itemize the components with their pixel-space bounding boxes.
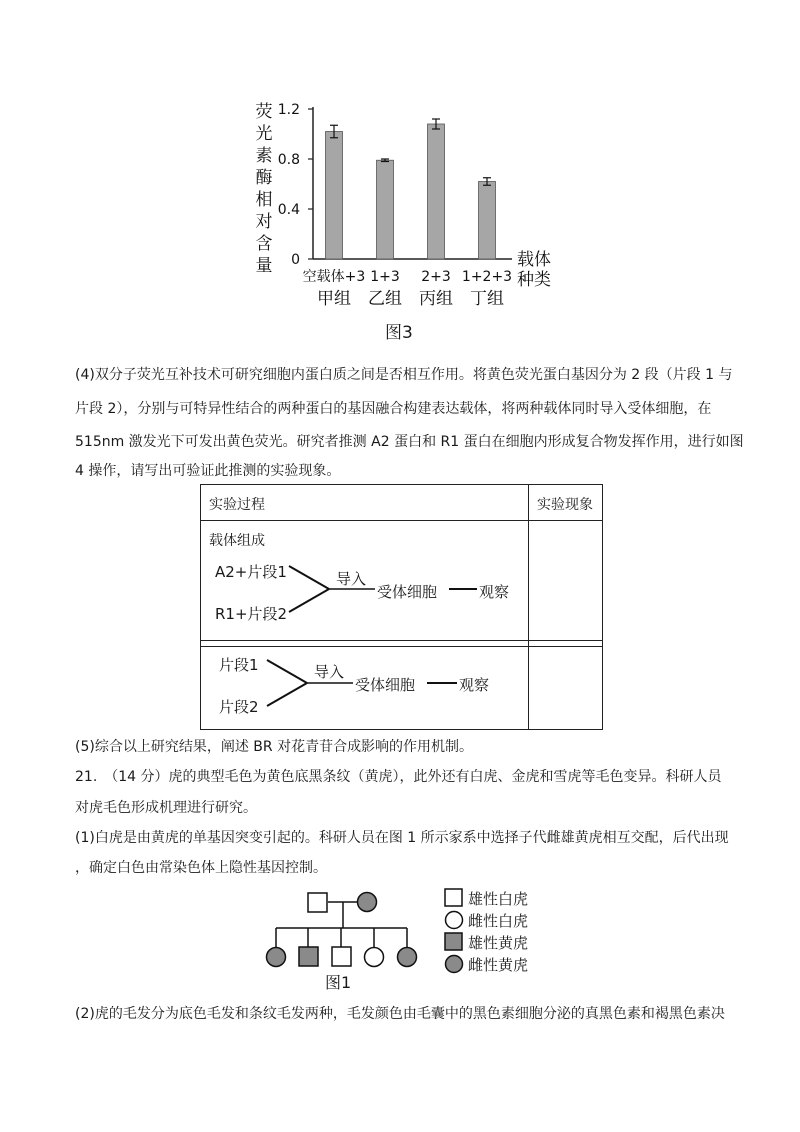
q21-line2: 对虎毛色形成机理进行研究。 (75, 800, 257, 816)
p4-line3: 515nm 激发光下可发出黄色荧光。研究者推测 A2 蛋白和 R1 蛋白在细胞内形成复合物发挥作用，进行如图 (75, 434, 744, 450)
row1-observe-label: 观察 (479, 583, 510, 601)
y-label-char: 光 (255, 124, 273, 144)
legend-female-white: 雌性白虎 (468, 912, 529, 930)
x-category-group: 丁组 (470, 289, 504, 309)
header-result: 实验现象 (537, 497, 593, 513)
x-axis-label-line: 种类 (517, 270, 551, 290)
row1-b-label: R1+片段2 (215, 605, 288, 623)
y-tick-label: 0.8 (277, 152, 300, 168)
legend-female-white-symbol (446, 912, 463, 929)
x-axis-categories (303, 268, 512, 309)
p4-line4: 4 操作，请写出可验证此推测的实验现象。 (75, 463, 341, 479)
x-category-group: 甲组 (317, 289, 351, 309)
row2-b-label: 片段2 (219, 698, 259, 716)
parent-female-yellow (358, 893, 377, 912)
y-label-char: 量 (255, 256, 273, 276)
parent-male-white (308, 893, 327, 912)
row2-observe-label: 观察 (459, 676, 490, 694)
p4-line2: 片段 2），分别与可特异性结合的两种蛋白的基因融合构建表达载体，将两种载体同时导入受体细胞，在 (75, 401, 712, 417)
y-axis-label (256, 102, 273, 276)
q21-1-line1: (1)白虎是由黄虎的单基因突变引起的。科研人员在图 1 所示家系中选择子代雌雄黄虎相互交配，后代出现 (75, 830, 729, 846)
q21-2-line1: (2)虎的毛发分为底色毛发和条纹毛发两种，毛发颜色由毛囊中的黑色素细胞分泌的真黑色素和褐黑色素决 (75, 1006, 725, 1022)
x-axis-label-line: 载体 (517, 250, 551, 270)
x-category-group: 乙组 (368, 289, 402, 309)
y-label-char: 相 (255, 190, 273, 210)
x-category-label: 1+2+3 (461, 269, 513, 285)
experiment-table (200, 484, 603, 730)
child-1-female-yellow (267, 948, 286, 967)
child-5-female-yellow (398, 948, 417, 967)
row2-a-label: 片段1 (219, 656, 259, 674)
row1-import-label: 导入 (336, 570, 367, 588)
y-tick-label: 1.2 (277, 102, 300, 118)
bar (377, 160, 394, 259)
row1-title: 载体组成 (209, 533, 265, 549)
fluorescence-bar-chart (240, 95, 570, 345)
table-row-divider-2a (201, 640, 602, 641)
row1-receptor-label: 受体细胞 (377, 583, 438, 601)
x-category-label: 2+3 (421, 269, 451, 285)
x-category-label: 1+3 (370, 269, 400, 285)
legend-male-yellow: 雄性黄虎 (468, 934, 529, 952)
child-3-male-white (332, 947, 351, 966)
p5-line: (5)综合以上研究结果，阐述 BR 对花青苷合成影响的作用机制。 (75, 739, 474, 755)
legend-male-yellow-symbol (445, 933, 462, 950)
row2-import-label: 导入 (314, 663, 345, 681)
q21-line1: 21. （14 分）虎的典型毛色为黄色底黑条纹（黄虎），此外还有白虎、金虎和雪虎等毛色变异。科研人员 (75, 769, 722, 785)
x-category-label: 空载体+3 (302, 269, 366, 285)
y-label-char: 对 (255, 212, 273, 232)
q21-1-line2: ，确定白色由常染色体上隐性基因控制。 (75, 860, 327, 876)
legend-male-white-symbol (445, 889, 462, 906)
p4-line1: (4)双分子荧光互补技术可研究细胞内蛋白质之间是否相互作用。将黄色荧光蛋白基因分为 2 段（片段 1 与 (75, 367, 733, 383)
y-label-char: 荧 (255, 102, 273, 122)
legend-male-white: 雄性白虎 (468, 890, 529, 908)
y-label-char: 素 (255, 146, 273, 166)
row2-receptor-label: 受体细胞 (355, 676, 416, 694)
child-2-male-yellow (299, 947, 318, 966)
y-tick-label: 0 (291, 252, 300, 268)
legend-female-yellow-symbol (446, 956, 463, 973)
x-axis-label (517, 250, 551, 290)
bar (428, 124, 445, 259)
chart-title: 图3 (385, 323, 413, 343)
bars (326, 119, 496, 259)
x-category-group: 丙组 (419, 289, 453, 309)
y-label-char: 酶 (255, 168, 273, 188)
y-tick-label: 0.4 (277, 202, 300, 218)
bar (479, 182, 496, 260)
y-label-char: 含 (255, 234, 273, 254)
bar (326, 132, 343, 260)
y-axis-ticks (278, 102, 313, 268)
pedigree-title: 图1 (325, 973, 352, 992)
table-col-divider (528, 485, 529, 729)
legend-female-yellow: 雌性黄虎 (468, 956, 529, 974)
child-4-female-white (365, 948, 384, 967)
header-process: 实验过程 (209, 497, 265, 513)
row1-a-label: A2+片段1 (215, 563, 287, 581)
